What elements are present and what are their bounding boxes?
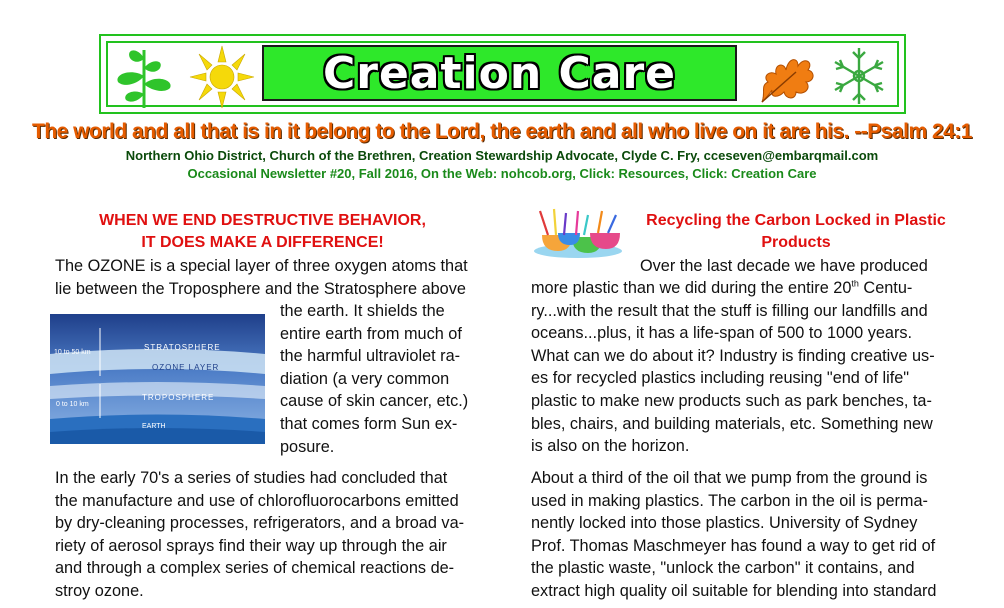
newsletter-title-box [262, 45, 737, 101]
text-line [531, 277, 948, 300]
text-line: About a third of the oil that we pump from the ground is [531, 469, 928, 487]
text-line: extract high quality oil suitable for blending into standard [531, 581, 937, 600]
text-line: cause of skin cancer, etc.) [280, 392, 469, 411]
text-line: used in making plastics. The carbon in the oil is perma- [531, 491, 928, 510]
text-line: Prof. Thomas Maschmeyer has found a way to get rid of [531, 536, 936, 555]
right-para1-first-line [640, 255, 948, 278]
text-line: In the early 70's a series of studies had concluded that [55, 469, 448, 487]
diagram-stratosphere: STRATOSPHERE [144, 343, 221, 352]
left-wrap-text [280, 300, 470, 458]
text-line: es for recycled plastics including reusing "end of life" [531, 369, 910, 388]
text-line: diation (a very common [280, 369, 450, 388]
text-line: by dry-cleaning processes, refrigerators, and a broad va- [55, 514, 465, 533]
superscript: th [851, 278, 859, 289]
text-line: plastic to make new products such as park benches, ta- [531, 391, 932, 410]
text-line: The OZONE is a special layer of three oxygen atoms that [55, 257, 468, 275]
diagram-range-high: 10 to 50 km [54, 349, 91, 356]
newsletter-info-line: Occasional Newsletter #20, Fall 2016, On the Web: nohcob.org, Click: Resources, Click: Creation Care [187, 166, 817, 181]
left-article-heading [55, 210, 470, 254]
text-line: Over the last decade we have produced [640, 257, 928, 275]
text-line: entire earth from much of [280, 324, 462, 343]
text-line: lie between the Troposphere and the Stratosphere above [55, 279, 466, 298]
newsletter-title: Creation Care [322, 47, 677, 99]
right-paragraph-2 [531, 467, 948, 603]
text-line: and through a complex series of chemical reactions de- [55, 559, 455, 578]
text-line: ry...with the result that the stuff is filling our landfills and [531, 301, 928, 320]
text-line: that comes form Sun ex- [280, 414, 458, 433]
text-line: the harmful ultraviolet ra- [280, 347, 461, 366]
diagram-earth: EARTH [142, 423, 166, 430]
left-paragraph-2 [55, 467, 470, 603]
scripture-tagline: The world and all that is in it belong to the Lord, the earth and all who live on it are his. --Psalm 24:1 [32, 120, 972, 143]
diagram-troposphere: TROPOSPHERE [142, 393, 215, 402]
right-heading-line-1: Recycling the Carbon Locked in Plastic [646, 212, 946, 229]
text-line: oceans...plus, it has a life-span of 500 to 1000 years. [531, 324, 913, 343]
plastic-products-image [528, 205, 628, 260]
text-span: Centu- [858, 279, 913, 297]
right-paragraph-1 [531, 277, 948, 458]
text-line: nently locked into those plastics. University of Sydney [531, 514, 918, 533]
text-span: more plastic than we did during the entire 20 [531, 279, 852, 297]
plant-icon [108, 44, 180, 110]
text-line: bles, chairs, and building materials, etc. Something new [531, 414, 933, 433]
text-line: is also on the horizon. [531, 437, 690, 456]
ozone-layer-diagram [50, 314, 265, 444]
text-line: posure. [280, 437, 335, 456]
oak-leaf-icon [752, 42, 822, 110]
left-intro [55, 255, 470, 300]
right-article-heading [632, 210, 960, 254]
text-line: What can we do about it? Industry is finding creative us- [531, 346, 935, 365]
snowflake-icon [826, 44, 892, 108]
right-heading-line-2: Products [761, 234, 831, 251]
diagram-range-low: 0 to 10 km [56, 401, 89, 408]
left-heading-line-1: WHEN WE END DESTRUCTIVE BEHAVIOR, [99, 212, 426, 229]
text-line: the plastic waste, "unlock the carbon" it contains, and [531, 559, 915, 578]
text-line: riety of aerosol sprays find their way up through the air [55, 536, 447, 555]
text-line: the manufacture and use of chlorofluorocarbons emitted [55, 491, 459, 510]
district-contact-line: Northern Ohio District, Church of the Brethren, Creation Stewardship Advocate, Clyde C. Fry, cceseven@embarqmail.com [125, 148, 879, 163]
text-line: stroy ozone. [55, 581, 144, 600]
sun-icon [188, 44, 256, 110]
diagram-ozone: OZONE LAYER [152, 363, 220, 372]
text-line: the earth. It shields the [280, 302, 445, 320]
left-heading-line-2: IT DOES MAKE A DIFFERENCE! [141, 234, 384, 251]
